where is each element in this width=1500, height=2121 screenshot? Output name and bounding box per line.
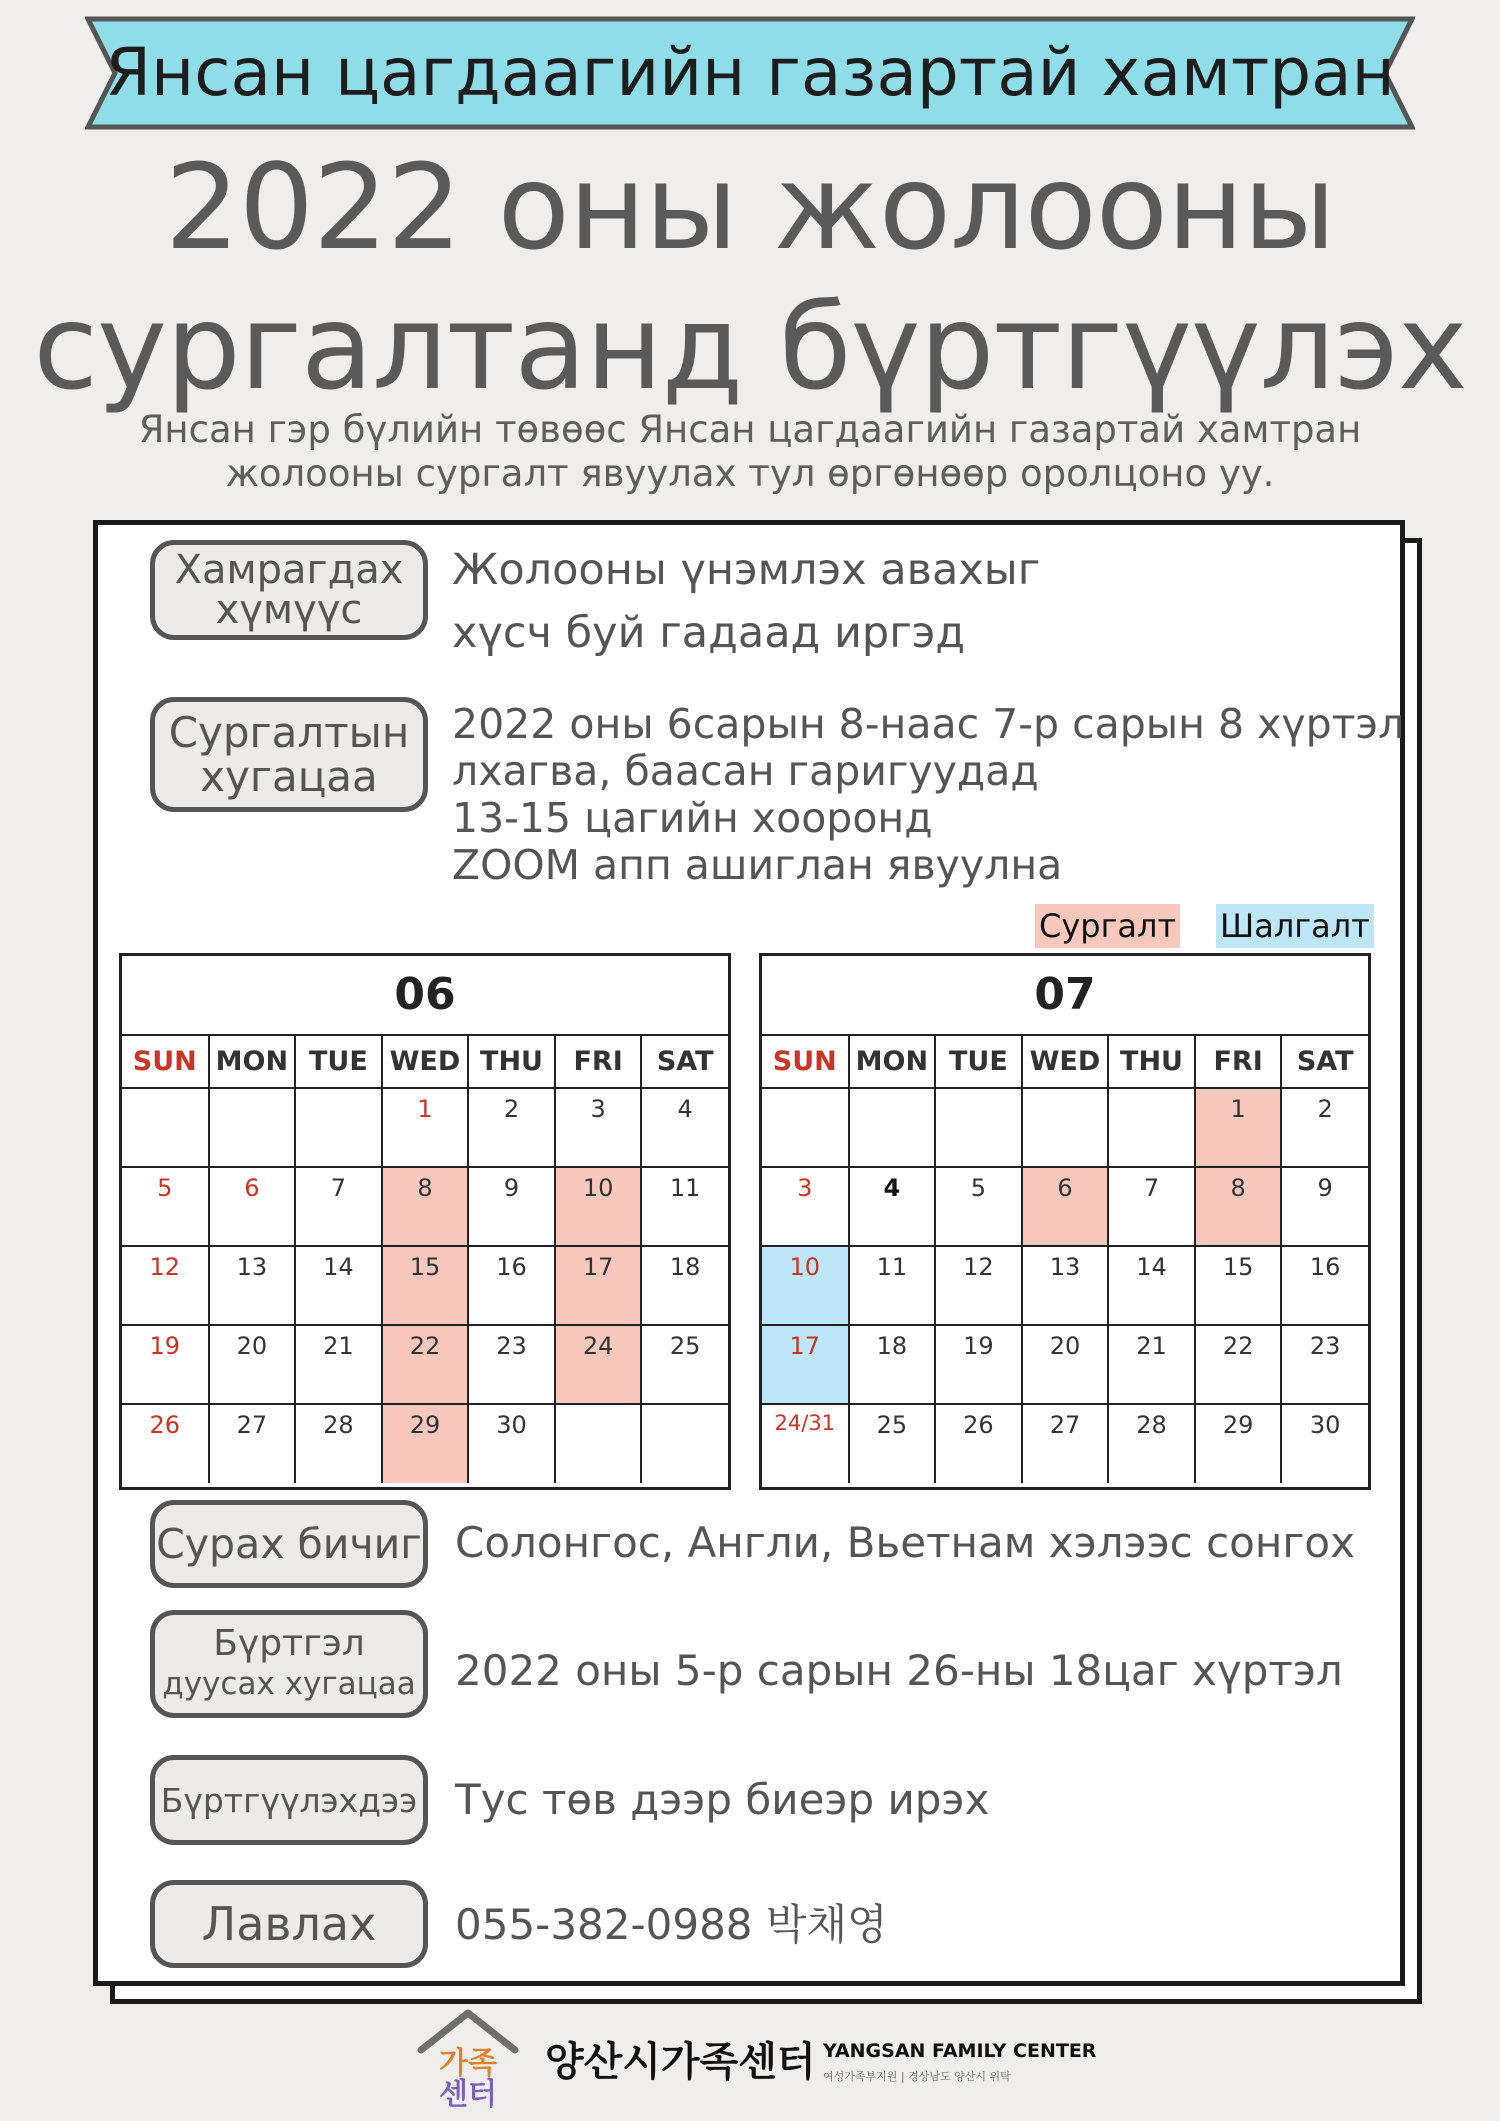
- weekday-tue: TUE: [935, 1036, 1022, 1088]
- target-value-line1: Жолооны үнэмлэх авахыг: [452, 545, 1041, 595]
- logo-text-line2: 센터: [439, 2077, 497, 2110]
- day-cell: 4: [849, 1167, 936, 1246]
- period-value-line1: 2022 оны 6сарын 8-наас 7-р сарын 8 хүртэл: [452, 700, 1405, 748]
- page-title-line1: 2022 оны жолооны: [164, 138, 1336, 276]
- day-cell-training: 6: [1022, 1167, 1109, 1246]
- contact-label: [150, 1880, 428, 1968]
- week-row: [762, 1246, 1368, 1325]
- subtitle-line1: Янсан гэр бүлийн төвөөс Янсан цагдаагийн газартай хамтран: [138, 408, 1362, 451]
- day-cell-training: 10: [555, 1167, 642, 1246]
- calendar-grid: [122, 1036, 728, 1483]
- day-cell: 13: [209, 1246, 296, 1325]
- period-value-line2: лхагва, баасан гаригуудад: [452, 747, 1039, 795]
- weekday-fri: FRI: [555, 1036, 642, 1088]
- subtitle-line2: жолооны сургалт явуулах тул өргөнөөр оролцоно уу.: [225, 452, 1275, 495]
- legend-exam: Шалгалт: [1216, 904, 1374, 948]
- target-label: [150, 540, 428, 640]
- weekday-fri: FRI: [1195, 1036, 1282, 1088]
- period-value-line4: ZOOM апп ашиглан явуулна: [452, 841, 1063, 889]
- day-cell: [1108, 1088, 1195, 1167]
- day-cell-training: 8: [1195, 1167, 1282, 1246]
- textbook-value: Солонгос, Англи, Вьетнам хэлээс сонгох: [455, 1518, 1355, 1567]
- day-cell: 20: [1022, 1325, 1109, 1404]
- day-cell: 23: [1281, 1325, 1368, 1404]
- day-cell-sunday: 12: [122, 1246, 209, 1325]
- family-center-logo: [413, 2005, 523, 2114]
- day-cell: [295, 1088, 382, 1167]
- day-cell-training: 8: [382, 1167, 469, 1246]
- weekday-header-row: [122, 1036, 728, 1088]
- logo-text-line1: 가족: [439, 2046, 497, 2081]
- day-cell: 25: [849, 1404, 936, 1483]
- day-cell-exam: 17: [762, 1325, 849, 1404]
- weekday-sun: SUN: [762, 1036, 849, 1088]
- contact-value: 055-382-0988 박채영: [455, 1900, 888, 1949]
- day-cell: 11: [641, 1167, 728, 1246]
- weekday-thu: THU: [1108, 1036, 1195, 1088]
- day-cell: 16: [1281, 1246, 1368, 1325]
- weekday-sat: SAT: [1281, 1036, 1368, 1088]
- weekday-mon: MON: [849, 1036, 936, 1088]
- week-row: [762, 1404, 1368, 1483]
- week-row: [122, 1088, 728, 1167]
- weekday-thu: THU: [468, 1036, 555, 1088]
- day-cell-training: 1: [1195, 1088, 1282, 1167]
- week-row: [762, 1167, 1368, 1246]
- day-cell-training: 24: [555, 1325, 642, 1404]
- textbook-label-text: Сурах бичиг: [156, 1520, 422, 1568]
- period-label: [150, 697, 428, 812]
- calendar-june: [119, 953, 731, 1490]
- day-cell-holiday: 6: [209, 1167, 296, 1246]
- day-cell-training: 29: [382, 1404, 469, 1483]
- period-value-line3: 13-15 цагийн хооронд: [452, 794, 933, 842]
- weekday-mon: MON: [209, 1036, 296, 1088]
- week-row: [122, 1167, 728, 1246]
- week-row: [762, 1325, 1368, 1404]
- day-cell: 14: [1108, 1246, 1195, 1325]
- weekday-tue: TUE: [295, 1036, 382, 1088]
- week-row: [122, 1246, 728, 1325]
- day-cell: 30: [1281, 1404, 1368, 1483]
- week-row: [122, 1404, 728, 1483]
- target-label-line1: Хамрагдах: [174, 547, 404, 593]
- day-cell: 13: [1022, 1246, 1109, 1325]
- deadline-value: 2022 оны 5-р сарын 26-ны 18цаг хүртэл: [455, 1646, 1343, 1695]
- period-label-line1: Сургалтын: [168, 707, 410, 757]
- day-cell: 20: [209, 1325, 296, 1404]
- day-cell: 27: [1022, 1404, 1109, 1483]
- day-cell: [122, 1088, 209, 1167]
- day-cell: 14: [295, 1246, 382, 1325]
- day-cell-sunday: 3: [762, 1167, 849, 1246]
- day-cell: 19: [935, 1325, 1022, 1404]
- day-cell: 28: [295, 1404, 382, 1483]
- day-cell: 21: [295, 1325, 382, 1404]
- day-cell: 4: [641, 1088, 728, 1167]
- day-cell: 9: [468, 1167, 555, 1246]
- day-cell: [555, 1404, 642, 1483]
- footer-small-text: 여성가족부지원 | 경상남도 양산시 위탁: [823, 2070, 1011, 2083]
- registration-label: [150, 1755, 428, 1845]
- day-cell: [641, 1404, 728, 1483]
- day-cell: 27: [209, 1404, 296, 1483]
- week-row: [762, 1088, 1368, 1167]
- day-cell: 26: [935, 1404, 1022, 1483]
- day-cell: 9: [1281, 1167, 1368, 1246]
- banner-text: Янсан цагдаагийн газартай хамтран: [105, 34, 1395, 111]
- day-cell: 11: [849, 1246, 936, 1325]
- textbook-label: [150, 1500, 428, 1588]
- weekday-wed: WED: [382, 1036, 469, 1088]
- day-cell: [1022, 1088, 1109, 1167]
- day-cell-training: 15: [382, 1246, 469, 1325]
- weekday-header-row: [762, 1036, 1368, 1088]
- deadline-label-line2: дуусах хугацаа: [162, 1666, 416, 1702]
- day-cell-sunday: 19: [122, 1325, 209, 1404]
- day-cell-exam: 10: [762, 1246, 849, 1325]
- day-cell: 25: [641, 1325, 728, 1404]
- footer-korean-name: 양산시가족센터: [545, 2039, 816, 2085]
- day-cell: 2: [468, 1088, 555, 1167]
- day-cell: 22: [1195, 1325, 1282, 1404]
- calendar-month-title: 06: [122, 956, 728, 1036]
- day-cell-holiday: 1: [382, 1088, 469, 1167]
- weekday-wed: WED: [1022, 1036, 1109, 1088]
- day-cell-training: 22: [382, 1325, 469, 1404]
- week-row: [122, 1325, 728, 1404]
- day-cell: 16: [468, 1246, 555, 1325]
- day-cell: 29: [1195, 1404, 1282, 1483]
- weekday-sat: SAT: [641, 1036, 728, 1088]
- day-cell: 28: [1108, 1404, 1195, 1483]
- day-cell: 18: [641, 1246, 728, 1325]
- page-title-line2: сургалтанд бүртгүүлэх: [33, 278, 1467, 416]
- day-cell-training: 17: [555, 1246, 642, 1325]
- day-cell: 23: [468, 1325, 555, 1404]
- day-cell: [209, 1088, 296, 1167]
- day-cell: 30: [468, 1404, 555, 1483]
- target-label-line2: хүмүүс: [215, 587, 363, 633]
- day-cell: [935, 1088, 1022, 1167]
- legend-training: Сургалт: [1035, 904, 1180, 948]
- deadline-label: [150, 1610, 428, 1718]
- deadline-label-line1: Бүртгэл: [213, 1623, 365, 1664]
- day-cell-sunday: 26: [122, 1404, 209, 1483]
- day-cell: 7: [1108, 1167, 1195, 1246]
- registration-value: Тус төв дээр биеэр ирэх: [455, 1775, 990, 1824]
- day-cell-sunday: 24/31: [762, 1404, 849, 1483]
- day-cell-sunday: 5: [122, 1167, 209, 1246]
- day-cell: 12: [935, 1246, 1022, 1325]
- day-cell: 5: [935, 1167, 1022, 1246]
- target-value-line2: хүсч буй гадаад иргэд: [452, 608, 966, 658]
- day-cell: [849, 1088, 936, 1167]
- day-cell: 21: [1108, 1325, 1195, 1404]
- day-cell: [762, 1088, 849, 1167]
- day-cell: 2: [1281, 1088, 1368, 1167]
- calendar-july: [759, 953, 1371, 1490]
- registration-label-text: Бүртгүүлэхдээ: [160, 1780, 418, 1820]
- day-cell: 7: [295, 1167, 382, 1246]
- top-banner: [85, 16, 1415, 130]
- weekday-sun: SUN: [122, 1036, 209, 1088]
- footer-english-name: YANGSAN FAMILY CENTER: [823, 2040, 1097, 2062]
- calendar-month-title: 07: [762, 956, 1368, 1036]
- contact-label-text: Лавлах: [201, 1897, 377, 1951]
- day-cell: 18: [849, 1325, 936, 1404]
- calendar-grid: [762, 1036, 1368, 1483]
- period-label-line2: хугацаа: [200, 751, 378, 801]
- house-roof-icon: [413, 2005, 523, 2110]
- day-cell: 3: [555, 1088, 642, 1167]
- day-cell: 15: [1195, 1246, 1282, 1325]
